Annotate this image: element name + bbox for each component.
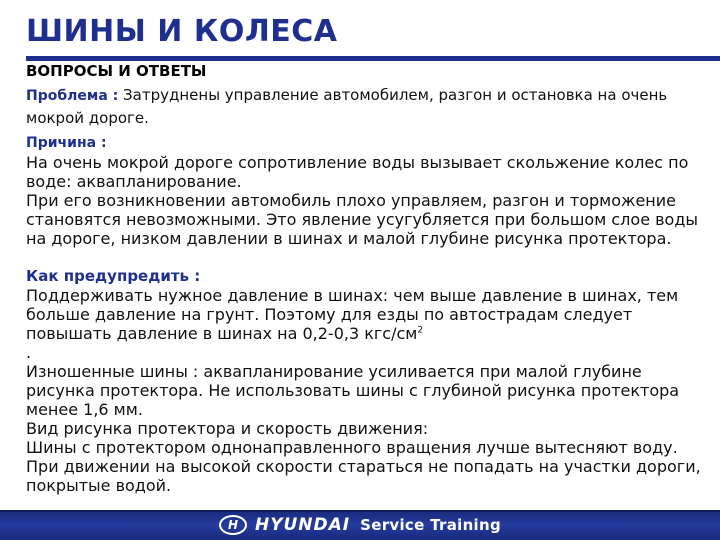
title-divider	[26, 56, 720, 61]
hyundai-logo-icon: H	[219, 515, 247, 535]
prevention-label: Как предупредить :	[26, 267, 201, 285]
problem-text: Затруднены управление автомобилем, разгон и остановка на очень мокрой дороге.	[26, 86, 668, 127]
problem-label: Проблема :	[26, 88, 119, 104]
problem-block	[26, 84, 706, 129]
footer-brand: HYUNDAI	[254, 515, 351, 535]
footer-brand-sub: Service Training	[360, 516, 502, 534]
prevention-text-1	[26, 286, 706, 362]
cause-label: Причина :	[26, 135, 107, 151]
prevention-text-1-tail: .	[26, 343, 32, 362]
cause-text-1: На очень мокрой дороге сопротивление воды вызывает скольжение колес по воде: аквапланирование.	[26, 153, 689, 191]
cause-text-2: При его возникновении автомобиль плохо управляем, разгон и торможение становятся невозможными. Это явление усугубляется при большом слое воды на дороге, низком давлении в шинах и малой глубине рисунка протектора.	[26, 191, 699, 248]
page-title: ШИНЫ И КОЛЕСА	[26, 14, 338, 49]
superscript-2: 2	[417, 325, 424, 336]
footer-bar	[0, 510, 720, 540]
section-subtitle: ВОПРОСЫ И ОТВЕТЫ	[26, 62, 207, 80]
prevention-text-2: Изношенные шины : аквапланирование усиливается при малой глубине рисунка протектора. Не использовать шины с глубиной рисунка протектора менее 1,6 мм.	[26, 362, 680, 419]
content-area	[26, 84, 706, 495]
prevention-text-4: Шины с протектором однонаправленного вращения лучше вытесняют воду. При движении на высокой скорости стараться не попадать на участки дороги, покрытые водой.	[26, 438, 701, 495]
prevention-text-3: Вид рисунка протектора и скорость движения:	[26, 419, 429, 438]
prevention-text-1-body: Поддерживать нужное давление в шинах: чем выше давление в шинах, тем больше давление на грунт. Поэтому для езды по автострадам следует повышать давление в шинах на 0,2-0,3 кгс/см	[26, 286, 679, 343]
spacer	[26, 248, 706, 264]
